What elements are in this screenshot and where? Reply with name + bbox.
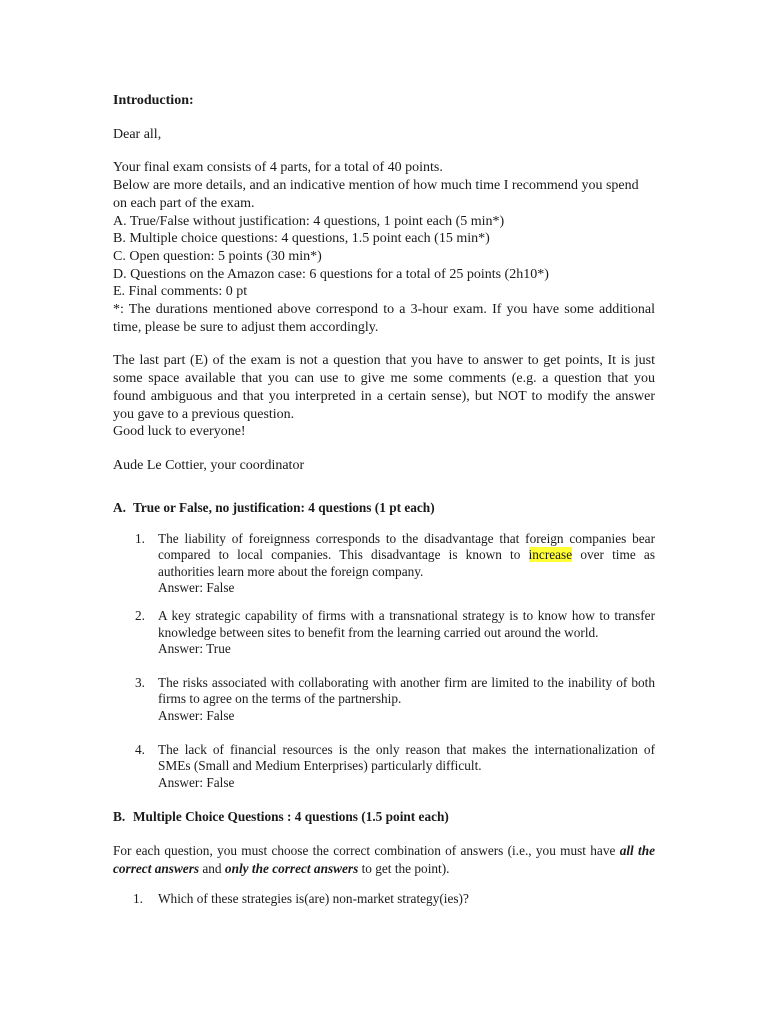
question-number: 3. — [135, 674, 145, 690]
question-item — [113, 675, 655, 725]
duration-note: *: The durations mentioned above correspond to a 3-hour exam. If you have some additional time, please be sure to adjust them accordingly. — [113, 302, 655, 335]
question-text: A key strategic capability of firms with a transnational strategy is to know how to transfer knowledge between sites to benefit from the learning carried out around the world. — [158, 608, 655, 640]
question-text: The risks associated with collaborating with another firm are limited to the inability of both firms to agree on the terms of the partnership. — [158, 674, 655, 707]
section-a-questions — [113, 531, 655, 792]
part-d-line: D. Questions on the Amazon case: 6 questions for a total of 25 points (2h10*) — [113, 266, 549, 282]
section-b-instructions: For each question, you must choose the correct combination of answers (i.e., you must have all the correct answers and only the correct answers to get the point). — [113, 843, 656, 876]
section-a-letter: A. — [113, 499, 126, 515]
question-answer: Answer: False — [158, 580, 235, 596]
question-item — [113, 608, 655, 658]
section-b-letter: B. — [113, 809, 126, 825]
part-a-line: A. True/False without justification: 4 questions, 1 point each (5 min*) — [113, 213, 505, 229]
signature: Aude Le Cottier, your coordinator — [113, 457, 305, 473]
greeting: Dear all, — [113, 126, 162, 142]
section-b-questions — [113, 891, 655, 908]
part-e-line: E. Final comments: 0 pt — [113, 284, 248, 300]
question-number: 4. — [135, 741, 145, 757]
section-a-title: True or False, no justification: 4 questions (1 pt each) — [133, 499, 435, 515]
highlighted-word: increase — [528, 547, 573, 563]
emphasis-all-correct: all the correct answers — [113, 843, 656, 876]
question-text: The lack of financial resources is the only reason that makes the internationalization of SMEs (Small and Medium Enterprises) particularly difficult. — [158, 741, 655, 774]
question-number: 1. — [135, 530, 145, 546]
part-c-line: C. Open question: 5 points (30 min*) — [113, 248, 322, 264]
intro-heading: Introduction: — [113, 93, 194, 108]
section-b-title: Multiple Choice Questions : 4 questions (1.5 point each) — [133, 809, 449, 825]
emphasis-only-correct: only the correct answers — [224, 860, 359, 876]
question-answer: Answer: False — [158, 774, 235, 790]
good-luck: Good luck to everyone! — [113, 424, 246, 440]
document-page — [113, 92, 655, 908]
question-text: Which of these strategies is(are) non-market strategy(ies)? — [158, 891, 469, 907]
last-part-paragraph: The last part (E) of the exam is not a question that you have to answer to get points, It is just some space available that you can use to give me some comments (e.g. a question that you found ambiguous and that you interpreted in a certain sense), but NOT to modify the answer you gave to a previous question. — [113, 353, 655, 422]
question-item — [113, 742, 655, 792]
question-text: The liability of foreignness corresponds to the disadvantage that foreign companies bear compared to local companies. This disadvantage is known to increase over time as authorities learn more about the foreign company. — [158, 530, 655, 579]
question-answer: Answer: False — [158, 708, 235, 723]
question-answer: Answer: True — [158, 641, 231, 657]
question-item — [113, 891, 655, 908]
part-b-line: B. Multiple choice questions: 4 questions, 1.5 point each (15 min*) — [113, 231, 490, 247]
question-number: 2. — [135, 608, 145, 624]
exam-summary-line: Your final exam consists of 4 parts, for a total of 40 points. — [113, 160, 443, 176]
section-b-heading — [113, 808, 655, 825]
question-item — [113, 531, 655, 597]
exam-details-line: Below are more details, and an indicative mention of how much time I recommend you spend on each part of the exam. — [113, 178, 639, 211]
question-number: 1. — [133, 891, 143, 907]
section-a-heading — [113, 499, 655, 516]
